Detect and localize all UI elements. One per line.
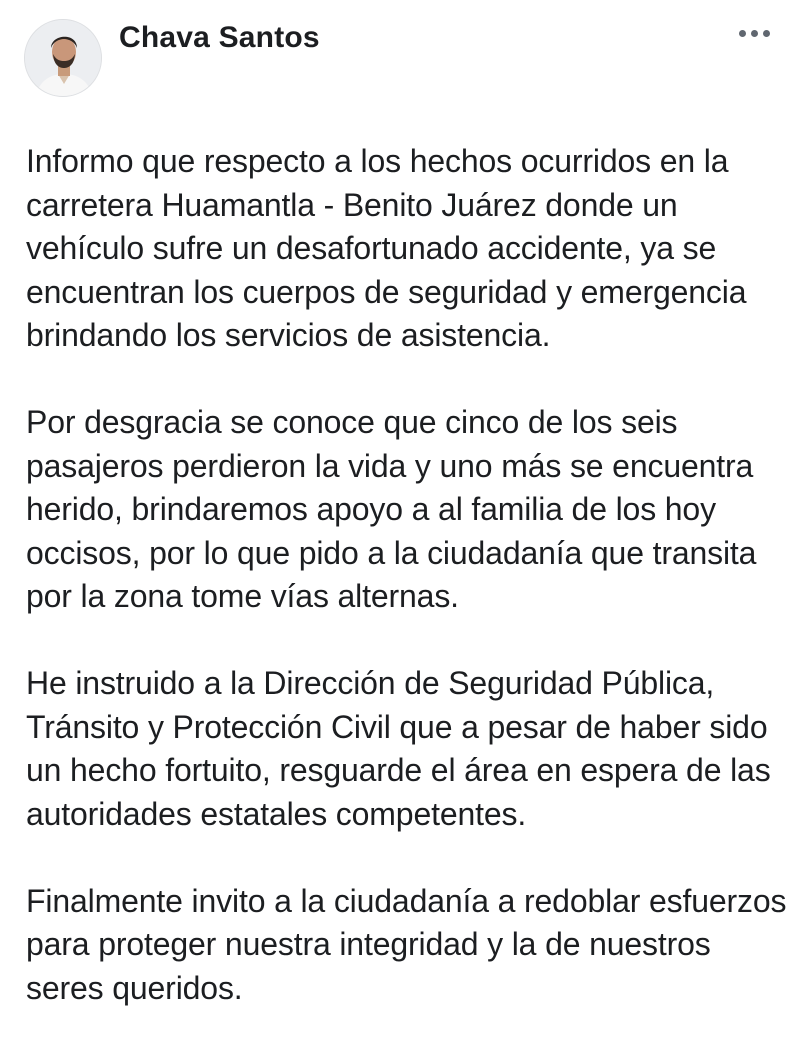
author-name[interactable]: Chava Santos [119,21,320,54]
avatar[interactable] [24,19,102,97]
post-paragraph: He instruido a la Dirección de Seguridad Pública, Tránsito y Protección Civil que a pesar de haber sido un hecho fortuito, resguarde el área en espera de las autoridades estatales competentes. [26,665,771,832]
avatar-photo-icon [25,20,102,97]
more-options-button[interactable] [728,18,780,48]
more-horizontal-icon-dot [763,30,770,37]
post-paragraph: Finalmente invito a la ciudadanía a redoblar esfuerzos para proteger nuestra integridad y la de nuestros seres queridos. [26,882,787,1006]
post-paragraph: Por desgracia se conoce que cinco de los seis pasajeros perdieron la vida y uno más se encuentra herido, brindaremos apoyo a al familia de los hoy occisos, por lo que pido a la ciudadanía que transita por la zona tome vías alternas. [26,404,757,614]
post-header [0,0,806,110]
more-horizontal-icon [739,30,746,37]
more-horizontal-icon-dot [751,30,758,37]
post-paragraph: Informo que respecto a los hechos ocurridos en la carretera Huamantla - Benito Juárez donde un vehículo sufre un desafortunado accidente, ya se encuentran los cuerpos de seguridad y emergencia brindando los servicios de asistencia. [26,143,747,353]
post-body [26,140,796,1054]
